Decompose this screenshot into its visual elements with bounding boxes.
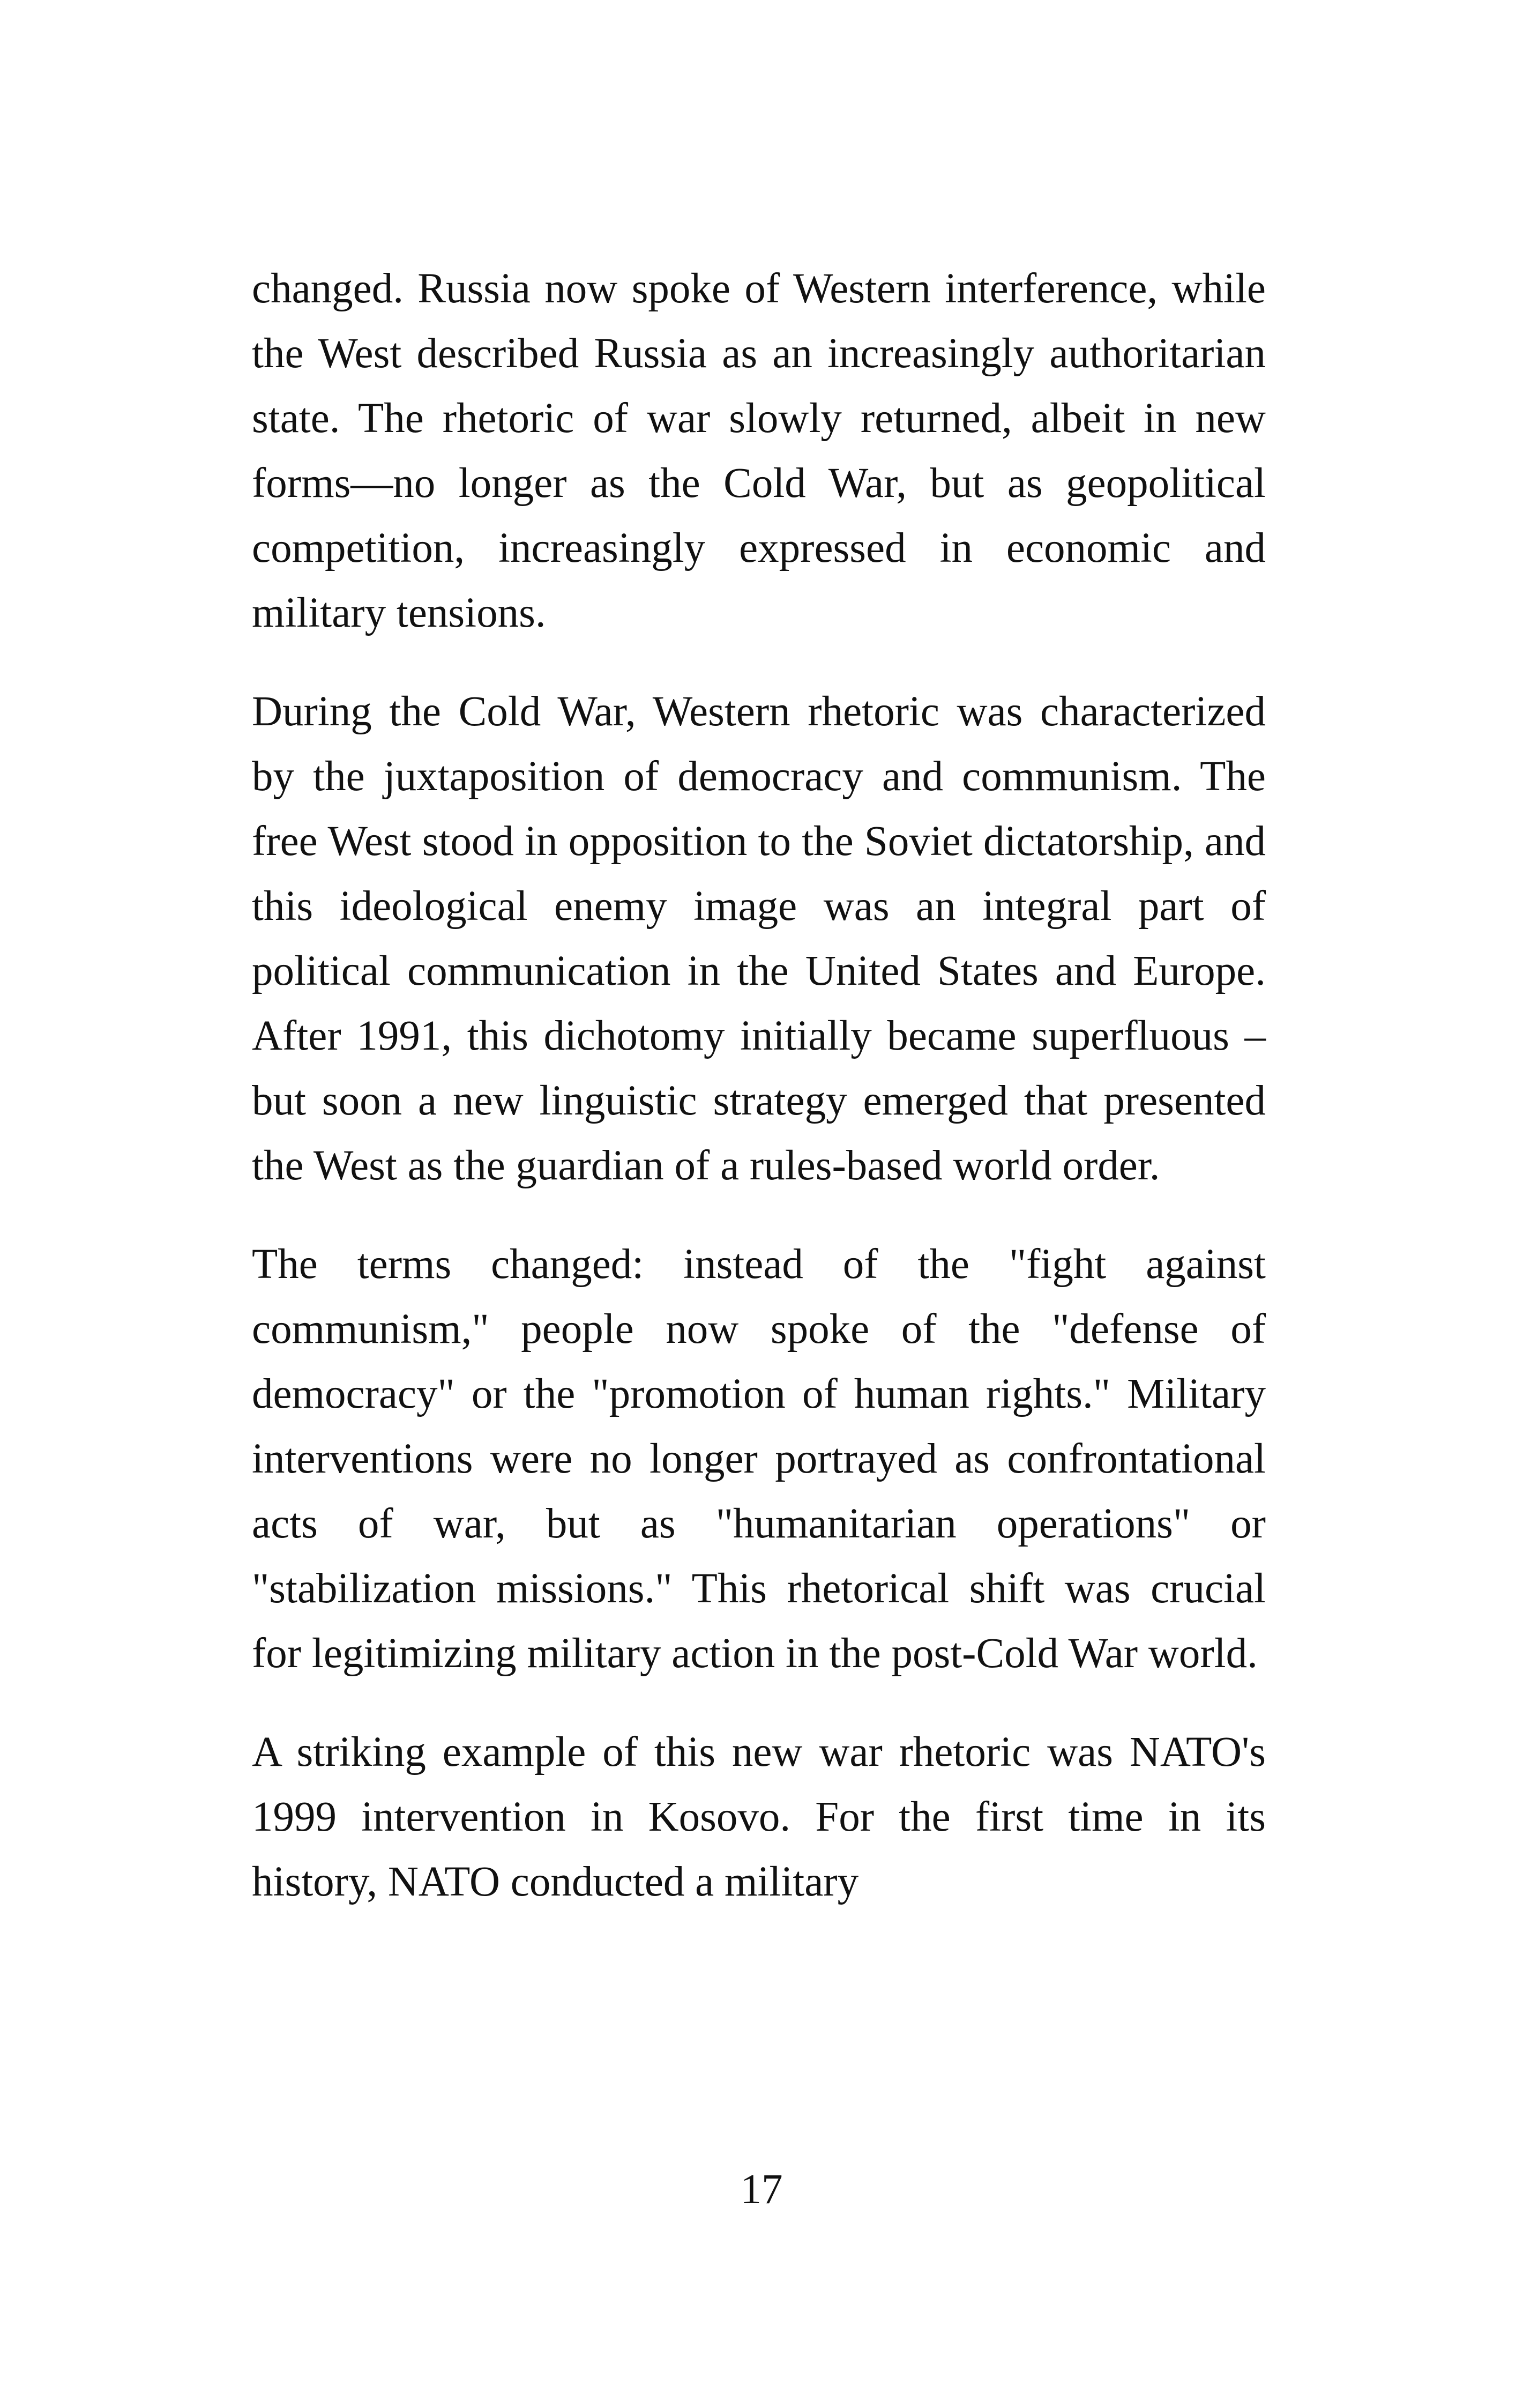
paragraph-2: During the Cold War, Western rhetoric was characterized by the juxtaposition of democracy and communism. The free West stood in opposition to the Soviet dictatorship, and this ideological enemy image was an integral part of political communication in the United States and Europe. After 1991, this dichotomy initially became superfluous – but soon a new linguistic strategy emerged that presented the West as the guardian of a rules-based world order. bbox=[252, 688, 1266, 1189]
paragraph-3: The terms changed: instead of the "fight against communism," people now spoke of the "defense of democracy" or the "promotion of human rights." Military interventions were no longer portrayed as confrontational acts of war, but as "humanitarian operations" or "stabilization missions." This rhetorical shift was crucial for legitimizing military action in the post-Cold War world. bbox=[252, 1241, 1266, 1677]
page-number: 17 bbox=[740, 2166, 783, 2213]
paragraph-1: changed. Russia now spoke of Western interference, while the West described Russia as an increasingly authoritarian state. The rhetoric of war slowly returned, albeit in new forms—no longer as the Cold War, but as geopolitical competition, increasingly expressed in economic and military tensions. bbox=[252, 265, 1266, 636]
body-text bbox=[252, 256, 1266, 1914]
paragraph-4: A striking example of this new war rhetoric was NATO's 1999 intervention in Kosovo. For the first time in its history, NATO conducted a military bbox=[252, 1729, 1266, 1905]
